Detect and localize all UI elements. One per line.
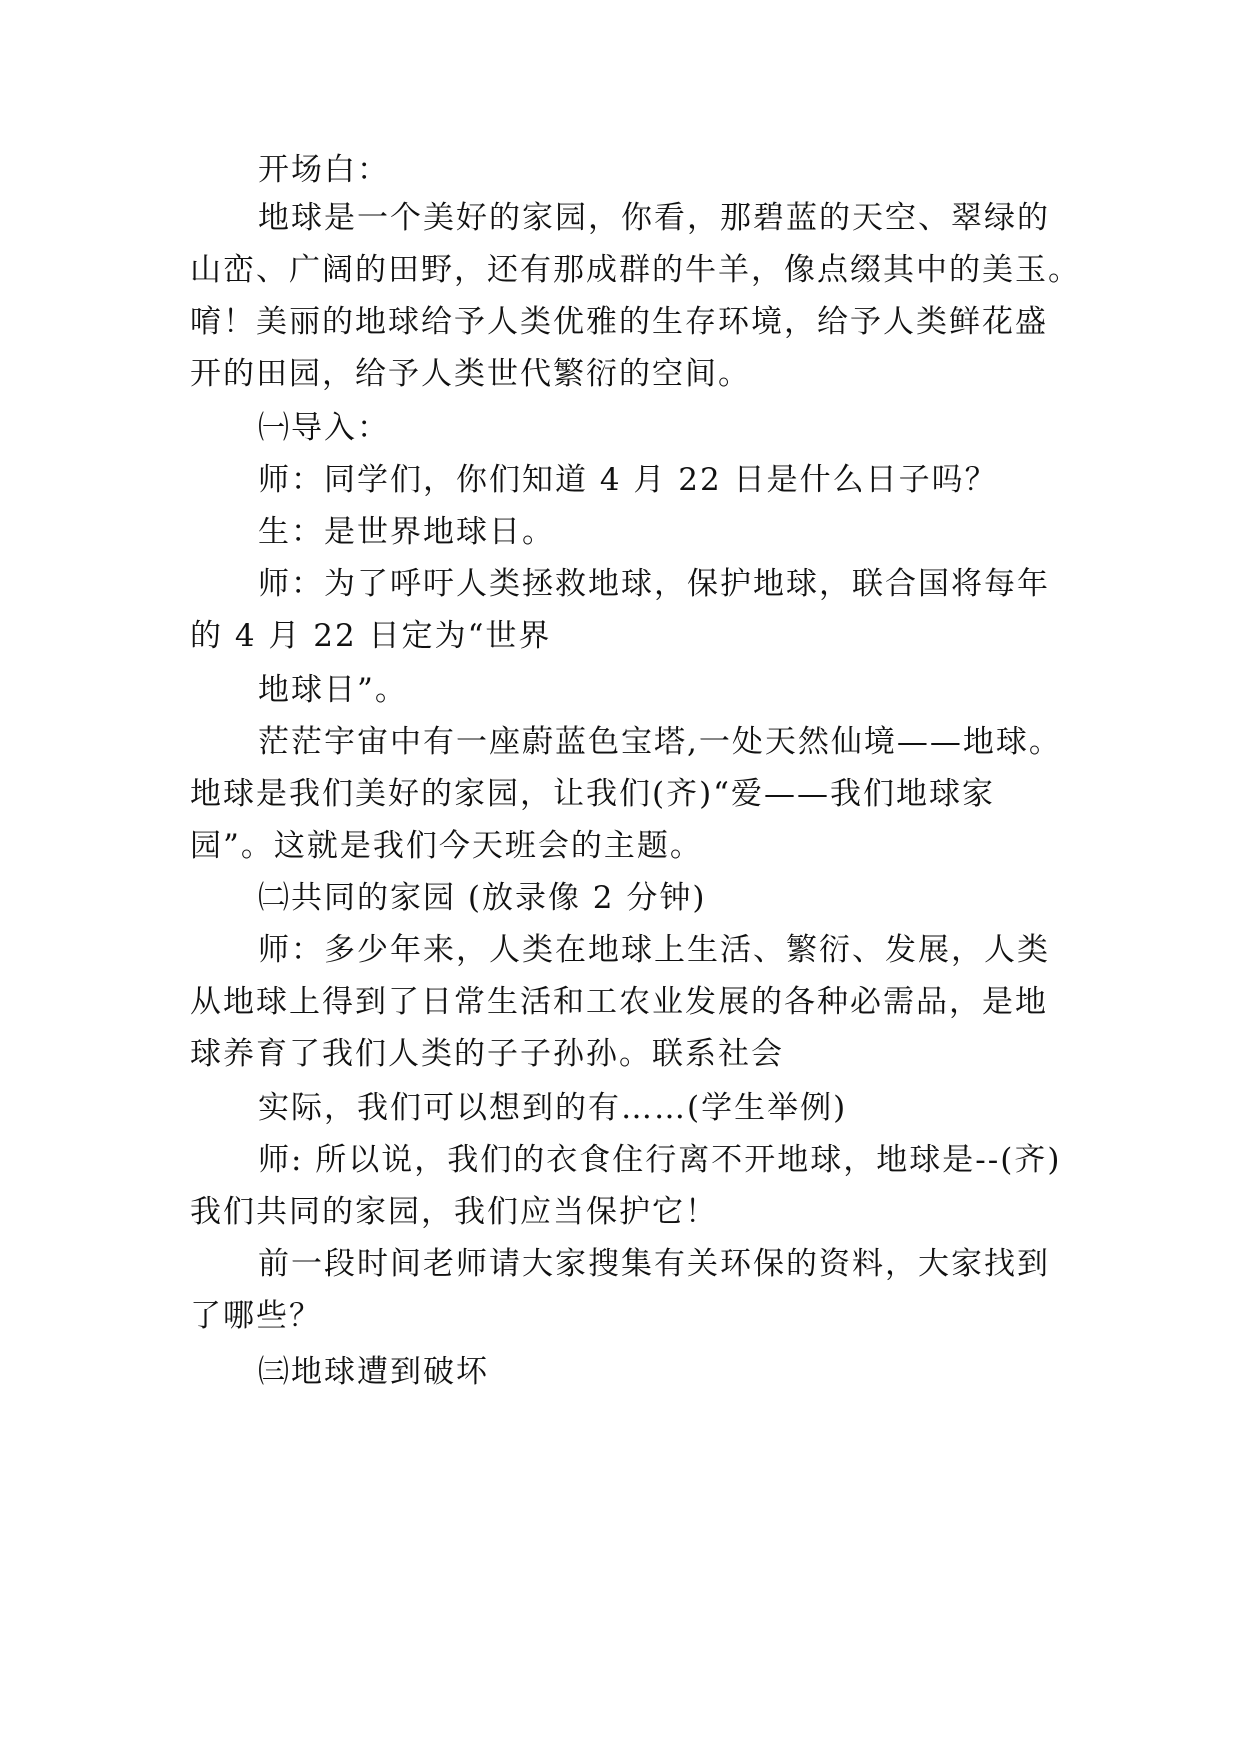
dialogue-line: 师：为了呼吁人类拯救地球，保护地球，联合国将每年 [258,566,1050,602]
paragraph-line: 园”。这就是我们今天班会的主题。 [190,828,703,864]
paragraph-line: 山峦、广阔的田野，还有那成群的牛羊，像点缀其中的美玉。 [190,252,1081,288]
dialogue-line: 生：是世界地球日。 [258,514,555,550]
paragraph-line: 地球是我们美好的家园，让我们(齐)“爱——我们地球家 [190,776,996,812]
section-heading-common-home: ㈡共同的家园 (放录像 2 分钟) [258,880,707,916]
paragraph-line: 的 4 月 22 日定为“世界 [190,618,552,654]
paragraph-line: 从地球上得到了日常生活和工农业发展的各种必需品，是地 [190,984,1048,1020]
paragraph-line: 茫茫宇宙中有一座蔚蓝色宝塔,一处天然仙境——地球。 [258,724,1062,760]
dialogue-line: 师：多少年来，人类在地球上生活、繁衍、发展，人类 [258,932,1050,968]
section-heading-intro: ㈠导入： [258,410,390,446]
paragraph-line: 球养育了我们人类的子子孙孙。联系社会 [190,1036,784,1072]
dialogue-line: 师: 所以说，我们的衣食住行离不开地球，地球是--(齐) [258,1142,1062,1178]
opening-heading: 开场白： [258,152,390,188]
paragraph-line: 唷！美丽的地球给予人类优雅的生存环境，给予人类鲜花盛 [190,304,1048,340]
dialogue-line: 师：同学们，你们知道 4 月 22 日是什么日子吗？ [258,462,998,498]
paragraph-line: 我们共同的家园，我们应当保护它！ [190,1194,718,1230]
paragraph-line: 开的田园，给予人类世代繁衍的空间。 [190,356,751,392]
section-heading-earth-damaged: ㈢地球遭到破坏 [258,1354,489,1390]
paragraph-line: 地球是一个美好的家园，你看，那碧蓝的天空、翠绿的 [258,200,1050,236]
paragraph-line: 实际，我们可以想到的有……(学生举例) [258,1090,848,1126]
paragraph-line: 了哪些？ [190,1298,322,1334]
paragraph-line: 前一段时间老师请大家搜集有关环保的资料，大家找到 [258,1246,1050,1282]
paragraph-line: 地球日”。 [258,672,408,708]
